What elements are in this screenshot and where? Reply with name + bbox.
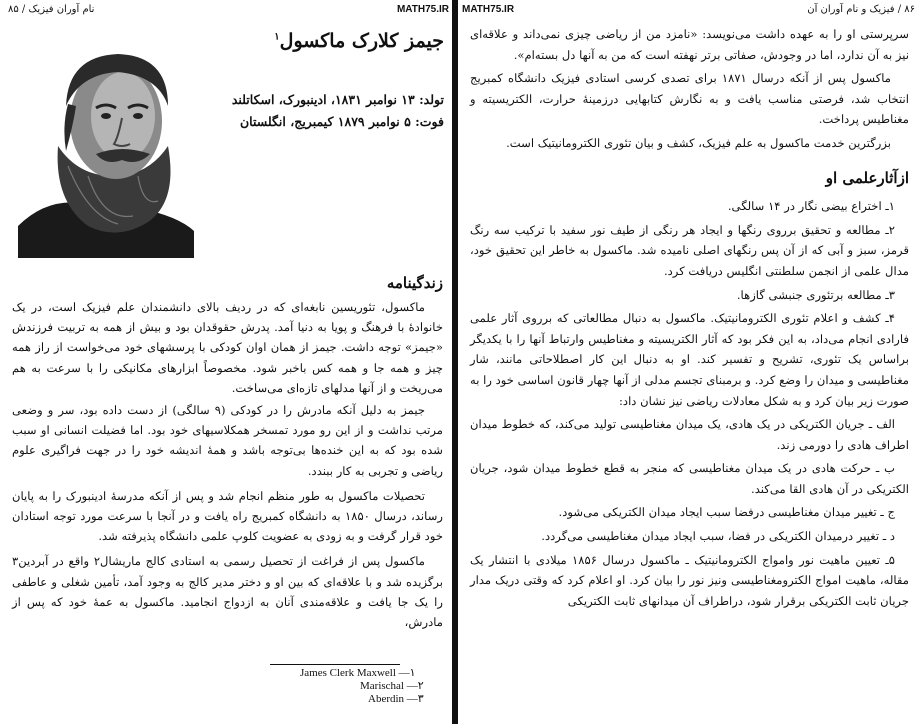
footnote-rule — [270, 664, 400, 665]
biography-heading: زندگینامه — [386, 274, 443, 292]
biography-text — [12, 297, 443, 634]
right-page — [458, 0, 923, 724]
right-page-text — [470, 24, 909, 614]
work-item: ج ـ تغییر میدان مغناطیسی درفضا سبب ایجاد میدان الکتریکی می‌شود. — [558, 505, 895, 520]
death-info: فوت: ۵ نوامبر ۱۸۷۹ کیمبریج، انگلستان — [239, 114, 444, 130]
title-footnote-mark: ۱ — [274, 31, 280, 43]
works-heading: ازآثارعلمی او — [825, 168, 909, 187]
paragraph: جیمز به دلیل آنکه مادرش را در کودکی (۹ سالگی) از دست داده بود، سر و وضعی مرتب نداشت و از این رو مورد تمسخر همکلاسیهای خود بود. اما فضیلت انسانی او سبب شده بود که به این خنده‌ها بی‌توجه باشد و همهٔ اندیشه خود را در جهت فراگیری علوم ریاضی و تجربی به کار ببندد. — [12, 403, 443, 478]
work-item: ب ـ حرکت هادی در یک میدان مغناطیسی که منجر به قطع خطوط میدان شود، جریان الکتریکی در آن هادی القا می‌کند. — [470, 461, 909, 496]
footnote-item: James Clerk Maxwell —۱ — [300, 667, 416, 679]
birth-info: تولد: ۱۳ نوامبر ۱۸۳۱، ادینبورک، اسکاتلند — [231, 92, 444, 107]
footnote-item: Aberdin —۳ — [368, 693, 424, 705]
paragraph: ماکسول پس از آنکه درسال ۱۸۷۱ برای تصدی کرسی استادی فیزیک دانشگاه کمبریج انتخاب شد، فرصتی مناسب یافت و به نگارش کتابهایی درزمینهٔ حرارت، الکتریسیته و مغناطیس پرداخت. — [470, 71, 909, 127]
paragraph: بزرگترین خدمت ماکسول به علم فیزیک، کشف و بیان تئوری الکترومانیتیک است. — [506, 135, 891, 150]
left-page-header-title: نام آوران فیزیک / ۸۵ — [8, 4, 95, 15]
work-item: ۵ـ تعیین ماهیت نور وامواج الکترومانیتیک ـ ماکسول درسال ۱۸۵۶ میلادی با انتشار یک مقاله، ماهیت امواج الکترومغناطیسی ونیز نور را بیان کرد. او اعلام کرد که وقتی دریک مدار جریان ثابت الکتریکی برقرار شود، دراطراف آن میدانهای ثابت الکتریکی — [470, 552, 909, 608]
work-item: ۳ـ مطالعه برتئوری جنبشی گازها. — [736, 287, 895, 302]
work-item: ۲ـ مطالعه و تحقیق برروی رنگها و ایجاد هر رنگی از طیف نور سفید با ترکیب سه رنگ قرمز، سبز و آبی که از آن پس رنگهای اصلی نامیده شد. ماکسول به خاطر این تحقیق خود، مدال علمی از انجمن سلطنتی انگلیس دریافت کرد. — [470, 222, 909, 278]
paragraph: ماکسول پس از فراغت از تحصیل رسمی به استادی کالج ماریشال۲ واقع در آبردین۳ برگزیده شد و با علاقه‌ای که بین او و دختر مدیر کالج به وجود آمد، تأمین شغلی و عاطفی را یک جا یافت و علاقه‌مندی آنان به ازدواج انجامید. ماکسول به عمهٔ خود که پس از مادرش، — [12, 554, 443, 630]
biography-title-block — [200, 30, 444, 137]
work-item: ۱ـ اختراع بیضی نگار در ۱۴ سالگی. — [727, 199, 895, 214]
paragraph: سرپرستی او را به عهده داشت می‌نویسد: «نامزد من از ریاضی چیزی نمی‌داند و علاقه‌ای نیز به آن ندارد، اما در وجودش، صفاتی برتر نهفته است که من به آنها دل بسته‌ام». — [470, 27, 909, 62]
paragraph: ماکسول، تئوریسین نابغه‌ای که در ردیف بالای دانشمندان علم فیزیک است، در یک خانوادهٔ با فرهنگ و پویا به دنیا آمد. پدرش حقوقدان بود و بیش از همه به تربیت فرزندش «جیمز» توجه داشت. جیمز از همان اوان کودکی با پرسشهای خود می‌خواست از راز همه چیز و همه جا و همه کس باخبر شود. مخصوصاً ابزارهای مکانیکی را با سرعت به هم می‌ریخت و از آنها مدلهای تازه‌ای می‌ساخت. — [12, 300, 443, 395]
work-item: ۴ـ کشف و اعلام تئوری الکترومانیتیک. ماکسول به دنبال مطالعاتی که برروی آثار علمی فارادی انجام می‌داد، به این فکر بود که آثار الکتریسیته و مغناطیس وارتباط آنها را با یکدیگر براساس یک تئوری، تشریح و تفسیر کند. او به دنبال این کار اصطلاحاتی مانند، شار مغناطیسی و میدان را وضع کرد. و برمبنای تجسم مدلی از آنها چهار قانون اساسی خود را به صورت زیر بیان کرد و به شکل معادلات ریاضی نیز نشان داد: — [470, 311, 909, 408]
left-page — [0, 0, 453, 724]
footnote-item: Marischal —۲ — [360, 680, 424, 692]
right-page-header-site: MATH75.IR — [462, 4, 515, 15]
page-title — [200, 30, 444, 52]
paragraph: تحصیلات ماکسول به طور منظم انجام شد و پس از آنکه مدرسهٔ ادینبورک را به پایان رساند، درسال ۱۸۵۰ به دانشگاه کمبریج راه یافت و در آنجا با سرعت مورد توجه استادان خود قرار گرفت و به زودی به عضویت کلوپ علمی دانشگاه پذیرفته شد. — [12, 488, 444, 544]
work-item: د ـ تغییر درمیدان الکتریکی در فضا، سبب ایجاد میدان مغناطیسی می‌گردد. — [541, 529, 895, 544]
left-page-header-site: MATH75.IR — [396, 4, 449, 15]
maxwell-portrait — [18, 26, 194, 258]
footnotes — [300, 664, 424, 706]
right-page-header-title: ۸۶ / فیزیک و نام آوران آن — [807, 4, 915, 15]
work-item: الف ـ جریان الکتریکی در یک هادی، یک میدان مغناطیسی تولید می‌کند، که خطوط میدان اطراف هادی را دورمی زند. — [470, 417, 909, 452]
title-text: جیمز کلارک ماکسول — [279, 30, 444, 52]
